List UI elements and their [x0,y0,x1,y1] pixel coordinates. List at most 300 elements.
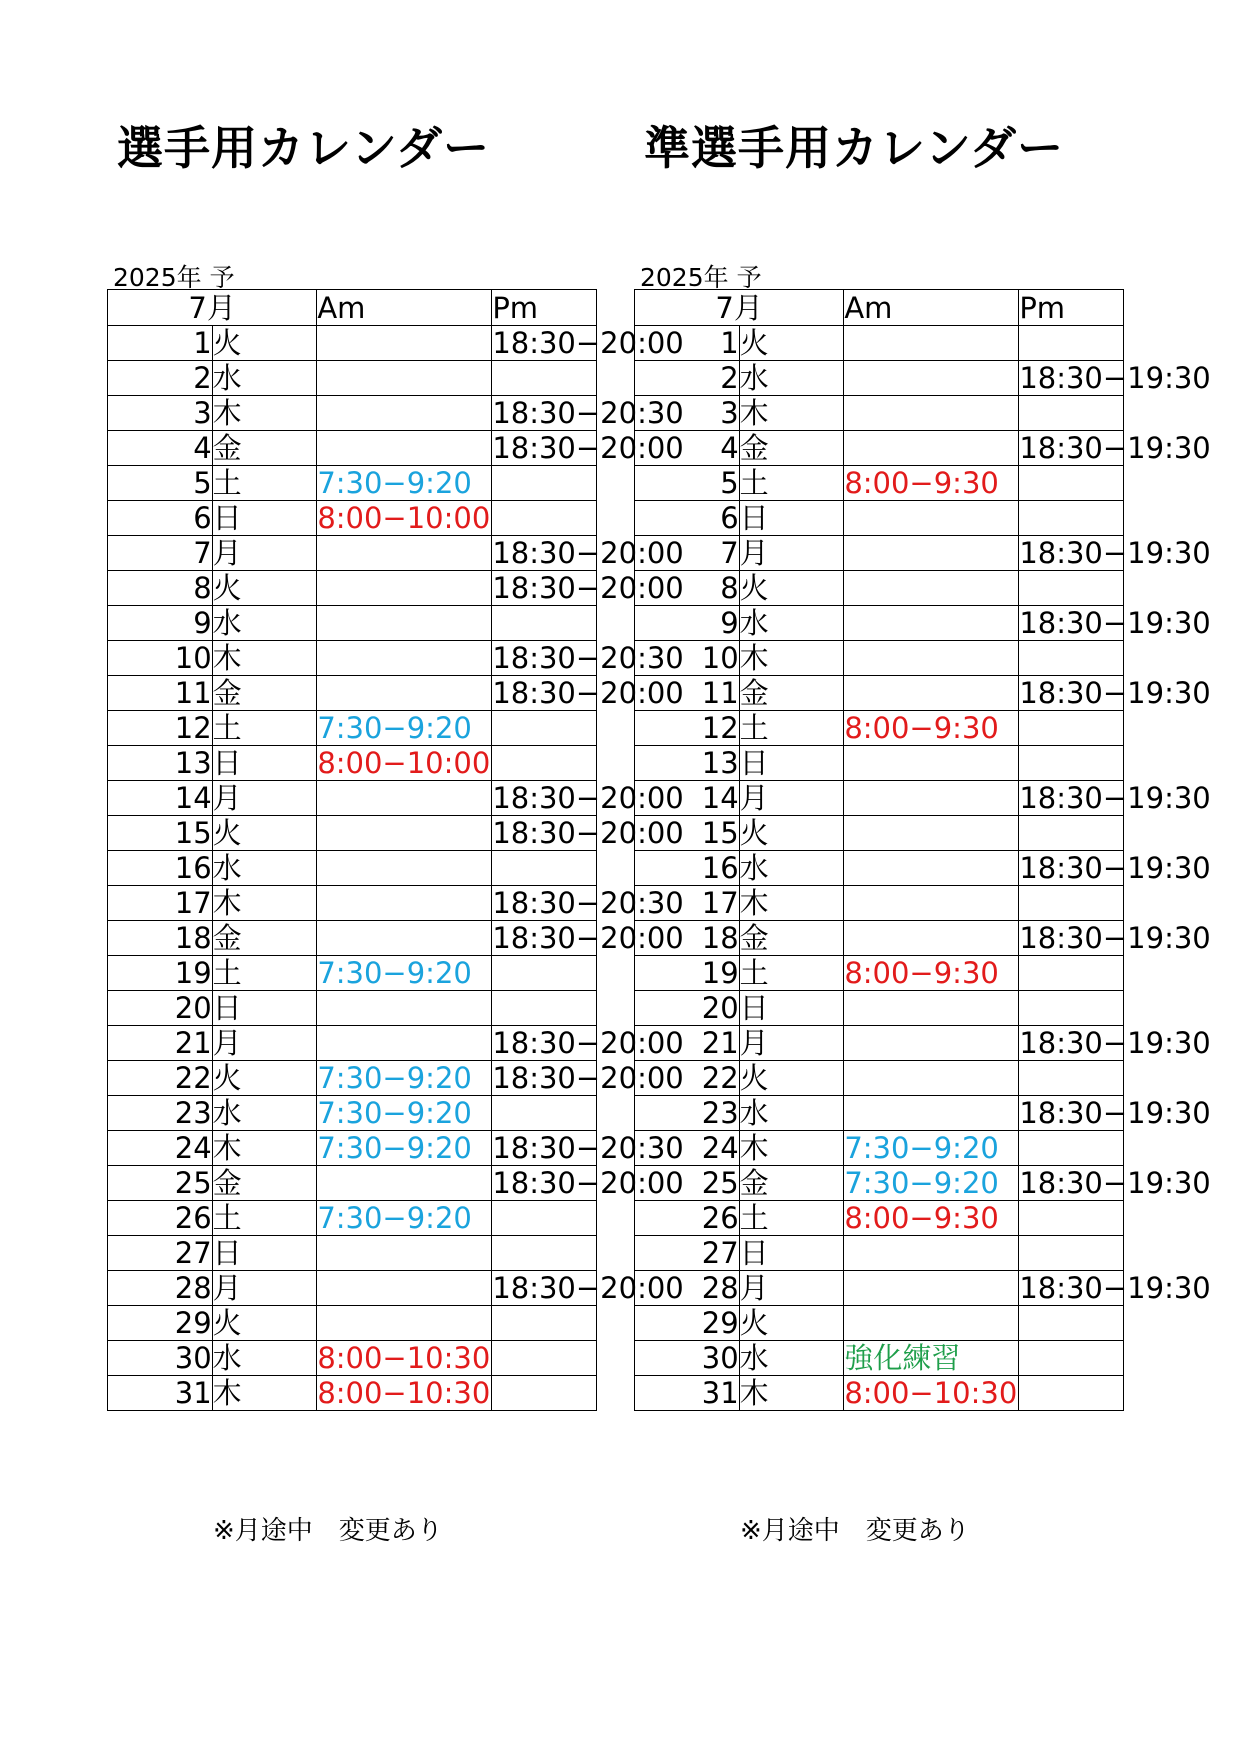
day-number: 29 [635,1306,740,1341]
day-row [108,746,597,781]
day-row [108,886,597,921]
day-row [108,501,597,536]
weekday: 水 [212,361,317,396]
pm-session [1019,746,1124,781]
pm-session: 18:30−20:00 [492,571,684,605]
pm-session: 18:30−20:00 [492,816,684,850]
day-number: 25 [108,1166,213,1201]
day-number: 20 [635,991,740,1026]
day-row [635,956,1124,991]
am-session: 7:30−9:20 [317,956,492,991]
weekday: 水 [739,361,844,396]
weekday: 木 [739,641,844,676]
year-label: 2025年 予 [113,263,235,292]
am-session [844,851,1019,886]
weekday: 月 [739,1271,844,1306]
am-session [317,641,492,676]
day-number: 13 [108,746,213,781]
am-session: 7:30−9:20 [317,1201,492,1236]
day-row [108,676,597,711]
am-session: 7:30−9:20 [317,466,492,501]
day-number: 4 [108,431,213,466]
day-number: 21 [635,1026,740,1061]
day-number: 16 [108,851,213,886]
pm-header: Pm [1019,290,1124,326]
am-session [844,1236,1019,1271]
weekday: 水 [739,606,844,641]
day-number: 7 [635,536,740,571]
day-number: 23 [635,1096,740,1131]
weekday: 金 [212,676,317,711]
day-row [635,991,1124,1026]
am-session [317,1306,492,1341]
am-session: 8:00−9:30 [844,466,1019,501]
pm-session: 18:30−20:30 [492,396,684,430]
day-number: 2 [635,361,740,396]
day-row [635,886,1124,921]
day-row [108,1096,597,1131]
pm-session: 18:30−19:30 [1019,1096,1211,1130]
day-row [108,326,597,361]
pm-session [1019,956,1124,991]
am-session [844,571,1019,606]
weekday: 木 [739,886,844,921]
weekday: 水 [212,1341,317,1376]
am-session: 8:00−10:00 [317,501,491,535]
day-row [108,781,597,816]
am-session [317,536,492,571]
am-session [317,886,492,921]
am-session: 8:00−10:30 [317,1341,491,1375]
am-session [844,921,1019,956]
pm-session [492,361,597,396]
weekday: 土 [212,1201,317,1236]
schedule-table [107,289,684,1411]
pm-session [492,466,597,501]
pm-session: 18:30−19:30 [1019,1026,1211,1060]
day-row [635,781,1124,816]
weekday: 金 [739,921,844,956]
schedule-body [108,290,684,1411]
am-session [844,1306,1019,1341]
day-number: 10 [108,641,213,676]
day-row [108,466,597,501]
pm-session [492,711,597,746]
day-number: 9 [635,606,740,641]
day-number: 19 [108,956,213,991]
day-row [635,571,1124,606]
day-number: 30 [108,1341,213,1376]
pm-session [1019,1341,1124,1376]
pm-session: 18:30−20:00 [492,1166,684,1200]
day-number: 27 [108,1236,213,1271]
day-row [635,676,1124,711]
weekday: 火 [212,326,317,361]
am-session [317,571,492,606]
weekday: 月 [739,781,844,816]
day-number: 14 [635,781,740,816]
am-session [317,921,492,956]
weekday: 日 [212,746,317,781]
pm-session: 18:30−19:30 [1019,781,1211,815]
pm-session [492,1201,597,1236]
am-session [844,781,1019,816]
weekday: 火 [212,816,317,851]
am-session [317,361,492,396]
change-note: ※月途中 変更あり [213,1516,443,1546]
am-session [317,851,492,886]
page-title: 選手用カレンダー [117,121,491,175]
am-session [844,816,1019,851]
weekday: 月 [212,1271,317,1306]
weekday: 土 [212,711,317,746]
weekday: 土 [739,1201,844,1236]
day-row [108,361,597,396]
pm-session: 18:30−20:00 [492,431,684,465]
am-session [844,1061,1019,1096]
weekday: 水 [212,1096,317,1131]
day-row [635,606,1124,641]
day-row [635,1026,1124,1061]
pm-session [1019,501,1124,536]
day-number: 8 [635,571,740,606]
day-number: 20 [108,991,213,1026]
day-number: 16 [635,851,740,886]
am-session [317,431,492,466]
day-row [108,641,597,676]
pm-session: 18:30−20:00 [492,921,684,955]
pm-session: 18:30−20:00 [492,676,684,710]
day-row [635,501,1124,536]
month-header: 7月 [108,290,317,326]
day-row [635,851,1124,886]
am-session [844,361,1019,396]
weekday: 日 [739,1236,844,1271]
day-row [108,1026,597,1061]
weekday: 水 [212,606,317,641]
am-session: 8:00−10:00 [317,746,491,780]
weekday: 月 [739,1026,844,1061]
day-number: 11 [635,676,740,711]
pm-session [1019,1061,1124,1096]
day-row [635,711,1124,746]
day-row [108,1131,597,1166]
weekday: 日 [212,501,317,536]
day-number: 11 [108,676,213,711]
day-number: 15 [635,816,740,851]
weekday: 日 [212,991,317,1026]
day-row [635,1271,1124,1306]
day-row [108,396,597,431]
day-row [635,641,1124,676]
weekday: 土 [212,956,317,991]
weekday: 木 [212,1376,317,1411]
weekday: 水 [739,1096,844,1131]
pm-session [1019,1376,1124,1411]
pm-session: 18:30−19:30 [1019,431,1211,465]
am-session [844,501,1019,536]
weekday: 水 [212,851,317,886]
day-number: 3 [635,396,740,431]
weekday: 木 [212,641,317,676]
weekday: 日 [739,991,844,1026]
pm-session: 18:30−20:00 [492,781,684,815]
weekday: 金 [212,1166,317,1201]
am-session [317,1166,492,1201]
pm-session: 18:30−19:30 [1019,1271,1211,1305]
day-row [108,1341,597,1376]
day-number: 12 [108,711,213,746]
pm-session [1019,641,1124,676]
day-row [108,431,597,466]
day-row [108,1376,597,1411]
am-header: Am [844,290,1019,326]
pm-session [1019,816,1124,851]
day-number: 4 [635,431,740,466]
day-number: 3 [108,396,213,431]
weekday: 月 [212,536,317,571]
weekday: 月 [212,781,317,816]
am-session: 7:30−9:20 [317,1096,492,1131]
am-session [317,816,492,851]
weekday: 木 [212,886,317,921]
day-row [108,1201,597,1236]
weekday: 水 [739,851,844,886]
day-number: 25 [635,1166,740,1201]
am-session: 8:00−10:30 [317,1376,491,1410]
pm-session: 18:30−20:00 [492,536,684,570]
am-session [844,396,1019,431]
pm-session: 18:30−20:30 [492,886,684,920]
weekday: 火 [739,816,844,851]
day-row [108,571,597,606]
am-session [317,676,492,711]
pm-session [1019,991,1124,1026]
day-number: 13 [635,746,740,781]
am-session [317,1236,492,1271]
pm-session: 18:30−20:00 [492,1061,684,1095]
pm-session [492,1306,597,1341]
day-row [108,1271,597,1306]
pm-session [1019,711,1124,746]
day-number: 1 [635,326,740,361]
day-row [108,536,597,571]
am-session [844,431,1019,466]
weekday: 水 [739,1341,844,1376]
am-session: 強化練習 [844,1341,1019,1376]
day-number: 2 [108,361,213,396]
day-row [635,396,1124,431]
day-number: 5 [108,466,213,501]
month-header: 7月 [635,290,844,326]
day-number: 10 [635,641,740,676]
day-row [635,326,1124,361]
weekday: 火 [739,326,844,361]
weekday: 木 [739,1131,844,1166]
pm-session: 18:30−20:00 [492,326,684,360]
pm-session [492,606,597,641]
am-session [844,606,1019,641]
day-number: 29 [108,1306,213,1341]
day-number: 26 [108,1201,213,1236]
am-session: 7:30−9:20 [844,1166,1019,1201]
am-session: 8:00−10:30 [844,1376,1018,1410]
am-session [317,606,492,641]
pm-session: 18:30−19:30 [1019,1166,1211,1200]
day-number: 31 [108,1376,213,1411]
schedule-table [634,289,1211,1411]
am-session [844,991,1019,1026]
day-row [108,1166,597,1201]
day-number: 6 [108,501,213,536]
day-number: 23 [108,1096,213,1131]
day-number: 22 [635,1061,740,1096]
day-row [635,361,1124,396]
weekday: 金 [739,1166,844,1201]
am-session: 7:30−9:20 [844,1131,1019,1166]
day-row [108,921,597,956]
am-header: Am [317,290,492,326]
am-session: 8:00−9:30 [844,711,1019,746]
pm-session [492,1096,597,1131]
pm-session [1019,1306,1124,1341]
day-row [635,746,1124,781]
weekday: 月 [212,1026,317,1061]
pm-session [1019,396,1124,431]
pm-session: 18:30−20:30 [492,641,684,675]
day-row [108,1306,597,1341]
pm-session [492,1341,597,1376]
day-number: 24 [108,1131,213,1166]
day-number: 14 [108,781,213,816]
day-row [108,711,597,746]
day-row [108,606,597,641]
change-note: ※月途中 変更あり [740,1516,970,1546]
day-row [635,1341,1124,1376]
day-number: 8 [108,571,213,606]
page-title: 準選手用カレンダー [644,121,1065,175]
am-session [844,676,1019,711]
pm-session: 18:30−19:30 [1019,536,1211,570]
pm-session [1019,466,1124,501]
day-number: 21 [108,1026,213,1061]
pm-session [492,991,597,1026]
day-number: 17 [635,886,740,921]
pm-session: 18:30−19:30 [1019,676,1211,710]
weekday: 火 [212,1306,317,1341]
pm-session [1019,1236,1124,1271]
pm-session [1019,571,1124,606]
pm-session: 18:30−20:30 [492,1131,684,1165]
am-session: 7:30−9:20 [317,1131,492,1166]
day-number: 30 [635,1341,740,1376]
day-row [108,956,597,991]
day-row [635,1096,1124,1131]
day-number: 19 [635,956,740,991]
am-session: 8:00−9:30 [844,956,1019,991]
day-number: 15 [108,816,213,851]
day-number: 22 [108,1061,213,1096]
day-row [635,816,1124,851]
pm-session [492,1376,597,1411]
am-session [317,1026,492,1061]
am-session [317,991,492,1026]
day-number: 7 [108,536,213,571]
day-number: 31 [635,1376,740,1411]
pm-header: Pm [492,290,597,326]
day-row [108,851,597,886]
weekday: 火 [739,1306,844,1341]
day-number: 28 [108,1271,213,1306]
day-row [635,1306,1124,1341]
pm-session: 18:30−20:00 [492,1271,684,1305]
day-number: 24 [635,1131,740,1166]
am-session [844,1271,1019,1306]
weekday: 金 [739,431,844,466]
day-row [635,1376,1124,1411]
day-row [108,1061,597,1096]
am-session: 7:30−9:20 [317,711,492,746]
weekday: 土 [739,956,844,991]
weekday: 木 [739,1376,844,1411]
pm-session [1019,1131,1124,1166]
am-session [317,781,492,816]
pm-session [1019,326,1124,361]
year-label: 2025年 予 [640,263,762,292]
pm-session: 18:30−19:30 [1019,361,1211,395]
pm-session [492,1236,597,1271]
day-row [635,1201,1124,1236]
am-session: 8:00−9:30 [844,1201,1019,1236]
schedule-body [635,290,1211,1411]
day-number: 12 [635,711,740,746]
weekday: 木 [212,396,317,431]
pm-session: 18:30−19:30 [1019,606,1211,640]
weekday: 木 [212,1131,317,1166]
am-session [844,886,1019,921]
weekday: 火 [739,1061,844,1096]
day-number: 27 [635,1236,740,1271]
day-row [635,921,1124,956]
weekday: 火 [212,571,317,606]
day-row [635,1131,1124,1166]
day-number: 6 [635,501,740,536]
pm-session: 18:30−20:00 [492,1026,684,1060]
day-row [635,1061,1124,1096]
pm-session: 18:30−19:30 [1019,851,1211,885]
day-row [108,1236,597,1271]
weekday: 金 [212,921,317,956]
day-row [108,991,597,1026]
weekday: 金 [212,431,317,466]
weekday: 木 [739,396,844,431]
weekday: 土 [739,711,844,746]
weekday: 火 [739,571,844,606]
day-number: 26 [635,1201,740,1236]
day-number: 5 [635,466,740,501]
pm-session [492,501,597,536]
am-session [317,1271,492,1306]
pm-session: 18:30−19:30 [1019,921,1211,955]
weekday: 金 [739,676,844,711]
pm-session [492,851,597,886]
pm-session [492,746,597,781]
am-session [317,326,492,361]
day-row [635,466,1124,501]
weekday: 火 [212,1061,317,1096]
weekday: 月 [739,536,844,571]
pm-session [492,956,597,991]
